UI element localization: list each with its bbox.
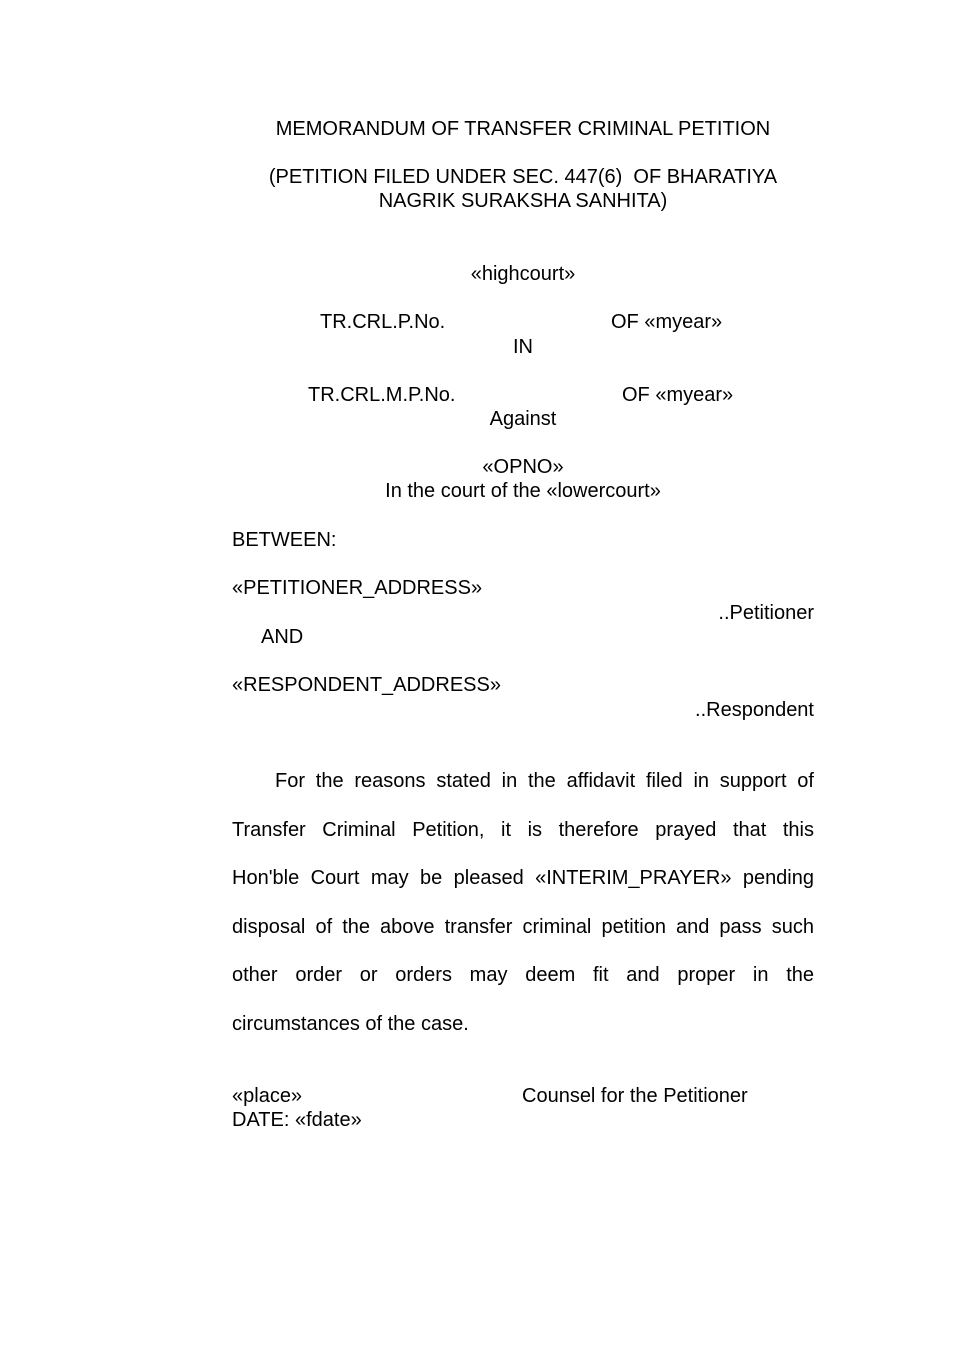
document-subtitle-line-2: NAGRIK SURAKSHA SANHITA) bbox=[378, 190, 668, 212]
between-label: BETWEEN: bbox=[232, 529, 337, 551]
document-subtitle-line-1: (PETITION FILED UNDER SEC. 447(6) OF BHARATIYA bbox=[268, 166, 778, 188]
misc-petition-number-label: TR.CRL.M.P.No. bbox=[308, 384, 456, 406]
and-label: AND bbox=[261, 626, 304, 648]
petition-year: OF «myear» bbox=[611, 311, 723, 333]
date-field: DATE: «fdate» bbox=[232, 1109, 362, 1131]
against-label: Against bbox=[489, 408, 557, 430]
opno-field: «OPNO» bbox=[482, 456, 564, 478]
petition-number-label: TR.CRL.P.No. bbox=[320, 311, 446, 333]
lower-court-line: In the court of the «lowercourt» bbox=[385, 480, 661, 502]
petitioner-address-field: «PETITIONER_ADDRESS» bbox=[232, 577, 483, 599]
prayer-line: circumstances of the case. bbox=[232, 1012, 469, 1035]
place-field: «place» bbox=[232, 1085, 303, 1107]
prayer-paragraph bbox=[232, 764, 814, 1055]
prayer-line: other order or orders may deem fit and proper in the bbox=[232, 964, 814, 986]
prayer-line: For the reasons stated in the affidavit filed in support of bbox=[275, 770, 814, 792]
in-label: IN bbox=[513, 336, 533, 358]
petitioner-role: ..Petitioner bbox=[718, 602, 814, 624]
misc-petition-year: OF «myear» bbox=[622, 384, 734, 406]
respondent-role: ..Respondent bbox=[695, 699, 814, 721]
counsel-signature-label: Counsel for the Petitioner bbox=[522, 1085, 748, 1107]
prayer-line: Transfer Criminal Petition, it is therefore prayed that this bbox=[232, 818, 814, 841]
prayer-line: disposal of the above transfer criminal petition and pass such bbox=[232, 915, 814, 938]
respondent-address-field: «RESPONDENT_ADDRESS» bbox=[232, 674, 501, 696]
document-title: MEMORANDUM OF TRANSFER CRIMINAL PETITION bbox=[275, 118, 771, 140]
prayer-line: Hon'ble Court may be pleased «INTERIM_PRAYER» pending bbox=[232, 867, 814, 889]
high-court-field: «highcourt» bbox=[470, 263, 576, 285]
